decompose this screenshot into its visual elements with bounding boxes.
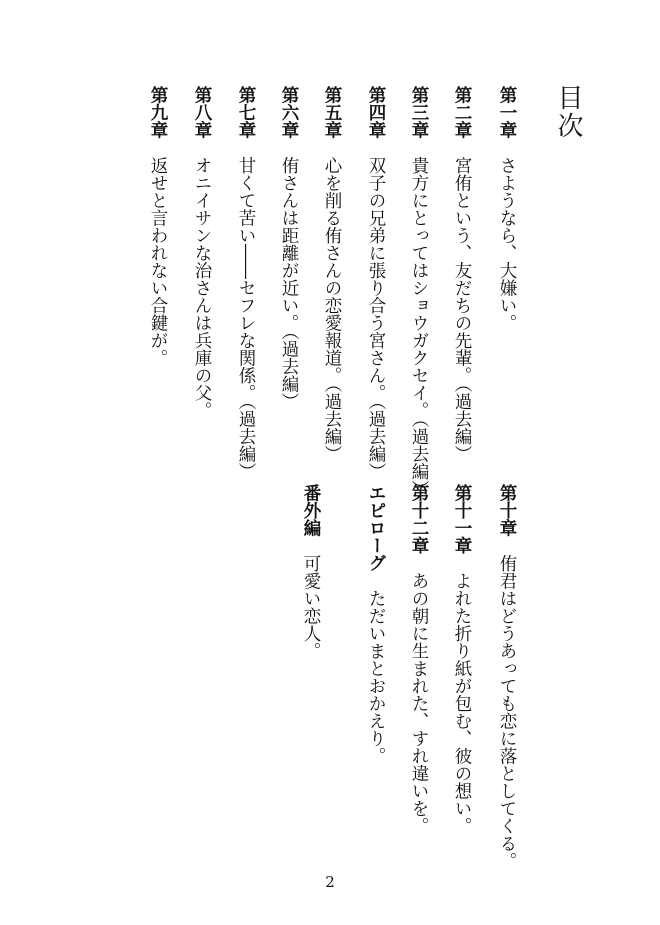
toc-entry-text: オニイサンな治さんは兵庫の父。 <box>192 156 212 419</box>
toc-entry-text: 心を削る侑さんの恋愛報道。（過去編） <box>322 156 342 463</box>
toc-entry-label: 第二章 <box>452 86 472 139</box>
toc-entry-5 <box>317 86 347 463</box>
toc-entry-label: 第一章 <box>497 86 517 139</box>
toc-entry-text: よれた折り紙が包む、彼の想い。 <box>452 572 472 835</box>
toc-title: 目次 <box>553 84 583 140</box>
toc-entry-epilogue <box>361 484 391 765</box>
toc-entry-6 <box>274 86 304 410</box>
toc-entry-text: 双子の兄弟に張り合う宮さん。（過去編） <box>366 156 386 481</box>
toc-entry-label: 第十一章 <box>452 484 472 554</box>
toc-entry-text: 貴方にとってはショウガクセイ。（過去編） <box>409 156 429 498</box>
toc-entry-text: 宮侑という、友だちの先輩。（過去編） <box>452 156 472 463</box>
toc-entry-text: 返せと言われない合鍵が。 <box>148 156 168 367</box>
toc-entry-label: エピローグ <box>366 484 386 572</box>
toc-entry-9 <box>143 86 173 367</box>
toc-entry-11 <box>447 484 477 835</box>
toc-entry-1 <box>492 86 522 332</box>
toc-entry-label: 第十章 <box>497 484 517 537</box>
toc-entry-text: 侑さんは距離が近い。（過去編） <box>279 156 299 411</box>
toc-entry-10 <box>492 484 522 870</box>
toc-entry-extra <box>296 484 326 660</box>
toc-entry-text: 侑君はどうあっても恋に落としてくる。 <box>497 554 517 870</box>
toc-entry-4 <box>361 86 391 480</box>
toc-entry-text: 甘くて苦い――セフレな関係。（過去編） <box>236 156 256 481</box>
toc-entry-text: さようなら、大嫌い。 <box>497 156 517 332</box>
toc-entry-7 <box>231 86 261 480</box>
toc-entry-label: 第六章 <box>279 86 299 139</box>
toc-entry-label: 第三章 <box>409 86 429 139</box>
toc-entry-2 <box>447 86 477 463</box>
page-number: 2 <box>325 873 335 891</box>
toc-entry-label: 第九章 <box>148 86 168 139</box>
toc-entry-3 <box>404 86 434 498</box>
toc-entry-12 <box>404 484 434 835</box>
toc-entry-label: 第八章 <box>192 86 212 139</box>
toc-entry-text: 可愛い恋人。 <box>301 554 321 660</box>
toc-entry-label: 第七章 <box>236 86 256 139</box>
toc-entry-label: 番外編 <box>301 484 321 537</box>
toc-entry-label: 第五章 <box>322 86 342 139</box>
toc-entry-text: ただいまとおかえり。 <box>366 589 386 765</box>
toc-entry-label: 第四章 <box>366 86 386 139</box>
toc-entry-text: あの朝に生まれた、すれ違いを。 <box>409 572 429 835</box>
toc-entry-8 <box>187 86 217 419</box>
toc-entry-label: 第十二章 <box>409 484 429 554</box>
